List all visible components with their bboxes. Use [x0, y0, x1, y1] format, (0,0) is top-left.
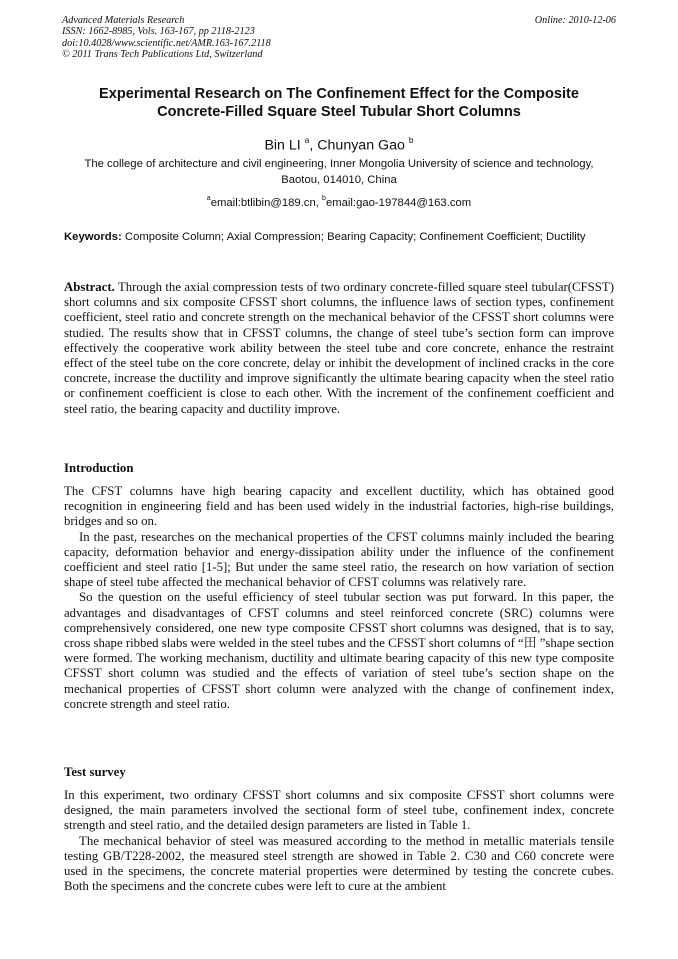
affiliation: The college of architecture and civil engineering, Inner Mongolia University of science and technology, Baotou, 014010, China: [84, 158, 594, 186]
paragraph: In this experiment, two ordinary CFSST short columns and six composite CFSST short columns were designed, the main parameters involved the sectional form of steel tube, confinement index, concrete strength and steel ratio, and the detailed design parameters are listed in Table 1.: [64, 788, 614, 833]
journal-name: Advanced Materials Research: [62, 15, 185, 26]
author-affil-mark: a: [304, 135, 310, 145]
issn-line: ISSN: 1662-8985, Vols. 163-167, pp 2118-2123: [62, 26, 255, 38]
abstract-label: Abstract.: [64, 280, 115, 294]
abstract: [64, 280, 614, 417]
journal-header: [62, 15, 616, 61]
paragraph: So the question on the useful efficiency of steel tubular section was put forward. In this paper, the advantages and disadvantages of CFST columns and steel reinforced concrete (SRC) columns were comprehensively considered, one new type composite CFSST short columns was designed, that is to say, cross shape ribbed slabs were welded in the steel tubes and the CFSST short columns of “田 ”shape section were formed. The working mechanism, ductility and ultimate bearing capacity of this new type composite CFSST short column was studied and the effects of variation of steel tube’s section shape on the mechanical properties of CFSST short column were analyzed with the change of confinement index, concrete strength and steel ratio.: [64, 590, 614, 711]
title-line-2: Concrete-Filled Square Steel Tubular Short Columns: [157, 104, 521, 121]
keywords-text: Composite Column; Axial Compression; Bearing Capacity; Confinement Coefficient; Ductility: [121, 231, 586, 243]
section-heading: Introduction: [64, 461, 134, 475]
paper-title: [40, 85, 638, 122]
keywords-label: Keywords:: [64, 231, 122, 243]
author-list: [0, 132, 678, 155]
paragraph: The mechanical behavior of steel was measured according to the method in metallic materials tensile testing GB/T228-2002, the measured steel strength are showed in Table 2. C30 and C60 concrete were used in the specimens, the concrete material properties were determined by testing the concrete cubes. Both the specimens and the concrete cubes were left to cure at the ambient: [64, 833, 614, 894]
paragraph: In the past, researches on the mechanical properties of the CFST columns mainly included the bearing capacity, deformation behavior and energy-dissipation ability under the influence of the confinement coefficient and steel ratio [1-5]; But under the same steel ratio, the research on how variation of section shape of steel tube affected the mechanical behavior of CFST columns was relatively rare.: [64, 529, 614, 590]
abstract-text: Through the axial compression tests of two ordinary concrete-filled square steel tubular(CFSST) short columns and six composite CFSST short columns, the influence laws of section types, confinement coefficient, steel ratio and concrete strength on the mechanical behavior of the CFSST short columns were studied. The results show that in CFSST columns, the change of steel tube’s section form can improve effectively the cooperative work ability between the steel tube and core concrete, enhance the restraint effect of the steel tube on the core concrete, delay or inhibit the development of inclined cracks in the core concrete, increase the ductility and improve significantly the ultimate bearing capacity when the steel ratio or confinement coefficient is close to each other. With the increment of the confinement coefficient and steel ratio, the bearing capacity and ductility improve.: [64, 280, 614, 416]
author-affil-mark: b: [408, 135, 414, 145]
section-heading: Test survey: [64, 765, 126, 779]
email-mark: a: [206, 195, 211, 202]
keywords: [64, 230, 614, 245]
author-separator: ,: [309, 137, 318, 154]
email-mark: b: [322, 195, 326, 202]
copyright-line: © 2011 Trans Tech Publications Ltd, Switzerland: [62, 49, 263, 61]
doi-line: doi:10.4028/www.scientific.net/AMR.163-167.2118: [62, 37, 271, 49]
email-link[interactable]: email:gao-197844@163.com: [325, 196, 472, 209]
online-date: Online: 2010-12-06: [534, 15, 616, 26]
author-emails: [0, 193, 678, 210]
paragraph: The CFST columns have high bearing capacity and excellent ductility, which has obtained good recognition in engineering field and has been used widely in the industrial factories, high-rise buildings, bridges and so on.: [64, 484, 614, 529]
author-name: Chunyan Gao: [317, 137, 405, 154]
test-survey-section: [64, 788, 614, 894]
title-line-1: Experimental Research on The Confinement Effect for the Composite: [98, 86, 580, 102]
author-name: Bin LI: [264, 137, 301, 154]
introduction-section: [64, 484, 614, 712]
email-link[interactable]: email:btlibin@189.cn,: [210, 196, 323, 209]
